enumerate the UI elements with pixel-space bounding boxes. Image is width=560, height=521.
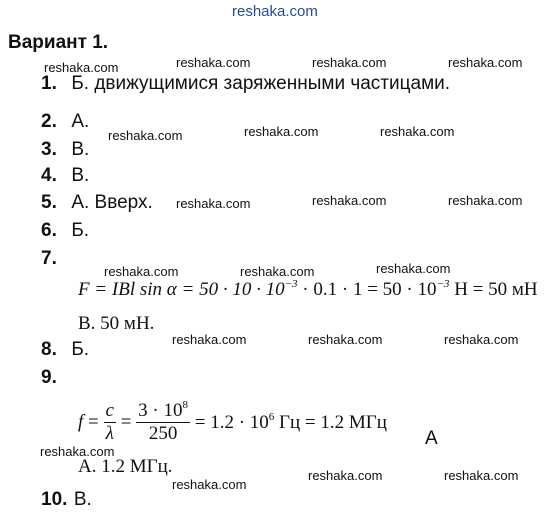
- answer-text: В.: [73, 489, 92, 510]
- answer-row-4: [41, 165, 89, 187]
- answer-text: А. Вверх.: [71, 192, 153, 213]
- answer-row-8: [41, 339, 89, 361]
- formula-exponent: −3: [436, 278, 450, 290]
- answer-number: 3.: [41, 139, 57, 160]
- result-tail: Гц = 1.2 МГц: [274, 411, 387, 433]
- answer-row-6: [41, 220, 89, 242]
- answer-row-7: [41, 248, 57, 270]
- answer-text: Б.: [71, 339, 90, 360]
- result-exponent: 6: [268, 410, 275, 423]
- stray-letter: А: [425, 428, 438, 449]
- fraction-c-over-lambda: [104, 400, 116, 445]
- answer-number: 7.: [41, 248, 57, 269]
- answer-row-3: [41, 139, 89, 161]
- numerator-base: 3 · 10: [138, 400, 183, 421]
- answer-number: 5.: [41, 192, 57, 213]
- answer-9-text: А. 1.2 МГц.: [78, 456, 173, 477]
- formula-equals: =: [88, 411, 99, 433]
- watermark: reshaka.com: [380, 124, 455, 139]
- fraction-value: [136, 400, 190, 445]
- answer-text: В.: [71, 139, 90, 160]
- answer-text: А.: [71, 111, 90, 132]
- watermark: reshaka.com: [308, 468, 383, 483]
- watermark: reshaka.com: [240, 264, 315, 279]
- watermark: reshaka.com: [244, 124, 319, 139]
- answer-number: 9.: [41, 367, 57, 388]
- formula-part: F = IBl sin α = 50 · 10 · 10: [78, 279, 285, 300]
- watermark: reshaka.com: [444, 332, 519, 347]
- fraction-denominator: 250: [148, 423, 178, 444]
- answer-row-9: [41, 367, 57, 389]
- watermark: reshaka.com: [172, 332, 247, 347]
- formula-exponent: −3: [284, 278, 298, 290]
- answer-row-5: [41, 192, 153, 214]
- formula-result: [195, 412, 387, 433]
- watermark: reshaka.com: [172, 477, 247, 492]
- watermark: reshaka.com: [44, 60, 119, 75]
- answer-row-1: [41, 73, 450, 95]
- watermark: reshaka.com: [104, 264, 179, 279]
- answer-number: 8.: [41, 339, 57, 360]
- watermark: reshaka.com: [312, 55, 387, 70]
- formula-part: · 0.1 · 1 = 50 · 10: [297, 279, 437, 300]
- answer-number: 1.: [41, 73, 57, 94]
- answer-number: 4.: [41, 165, 57, 186]
- page-title: Вариант 1.: [8, 32, 109, 53]
- watermark: reshaka.com: [376, 261, 451, 276]
- watermark: reshaka.com: [176, 55, 251, 70]
- result-base: = 1.2 · 10: [194, 411, 269, 433]
- watermark: reshaka.com: [444, 468, 519, 483]
- answer-text: Б.: [71, 220, 90, 241]
- answer-7-text: В. 50 мН.: [78, 313, 155, 334]
- answer-number: 2.: [41, 111, 57, 132]
- formula-equals: =: [120, 411, 132, 433]
- formula-force: [78, 279, 538, 301]
- watermark: reshaka.com: [40, 444, 115, 459]
- fraction-numerator: [136, 400, 190, 423]
- formula-frequency: [78, 400, 387, 445]
- watermark: reshaka.com: [176, 196, 251, 211]
- numerator-exponent: 8: [182, 399, 188, 411]
- answer-number: 6.: [41, 220, 57, 241]
- watermark-top: reshaka.com: [232, 3, 318, 20]
- fraction-denominator: λ: [105, 423, 114, 444]
- answer-row-10: [41, 489, 92, 511]
- watermark: reshaka.com: [312, 193, 387, 208]
- fraction-numerator: c: [105, 400, 114, 421]
- answer-text: В.: [71, 165, 90, 186]
- formula-symbol: f: [78, 411, 84, 433]
- answer-row-2: [41, 111, 89, 133]
- watermark: reshaka.com: [308, 332, 383, 347]
- answer-text: Б. движущимися заряженными частицами.: [71, 73, 451, 94]
- watermark: reshaka.com: [108, 128, 183, 143]
- formula-part: Н = 50 мН: [449, 279, 538, 300]
- answer-number: 10.: [41, 489, 68, 510]
- watermark: reshaka.com: [448, 193, 523, 208]
- watermark: reshaka.com: [448, 55, 523, 70]
